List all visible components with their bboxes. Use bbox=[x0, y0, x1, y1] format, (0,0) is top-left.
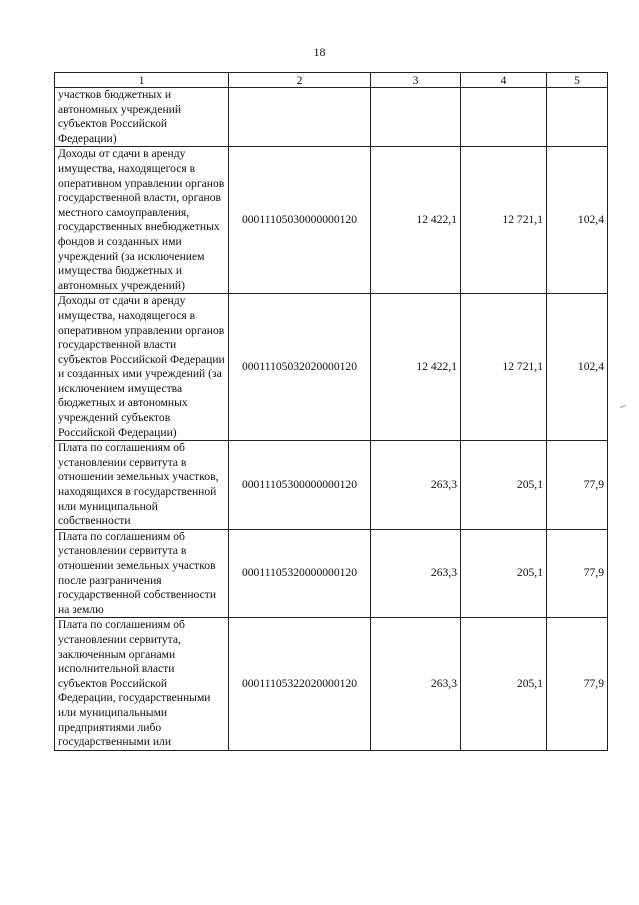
row-col4: 12 721,1 bbox=[461, 147, 547, 294]
row-col4: 205,1 bbox=[461, 618, 547, 750]
row-code: 00011105300000000120 bbox=[229, 441, 371, 530]
row-code: 00011105320000000120 bbox=[229, 529, 371, 618]
column-header-5: 5 bbox=[547, 73, 608, 88]
column-header-2: 2 bbox=[229, 73, 371, 88]
row-col3 bbox=[371, 88, 461, 147]
row-col3: 12 422,1 bbox=[371, 294, 461, 441]
table-row bbox=[55, 294, 608, 441]
column-header-4: 4 bbox=[461, 73, 547, 88]
row-col3: 12 422,1 bbox=[371, 147, 461, 294]
row-code bbox=[229, 88, 371, 147]
row-col4: 205,1 bbox=[461, 441, 547, 530]
row-col3: 263,3 bbox=[371, 618, 461, 750]
table-row bbox=[55, 147, 608, 294]
column-header-3: 3 bbox=[371, 73, 461, 88]
row-code: 00011105032020000120 bbox=[229, 294, 371, 441]
page-number: 18 bbox=[313, 45, 326, 59]
revenue-table bbox=[54, 72, 608, 751]
scan-mark bbox=[620, 405, 626, 408]
row-name: Плата по соглашениям об установлении сервитута в отношении земельных участков, находящихся в государственной или муниципальной собственности bbox=[55, 441, 229, 530]
table-row bbox=[55, 88, 608, 147]
column-header-1: 1 bbox=[55, 73, 229, 88]
row-name: Плата по соглашениям об установлении сервитута, заключенным органами исполнительной власти субъектов Российской Федерации, государственными или муниципальными предприятиями либо государственными или bbox=[55, 618, 229, 750]
table-header-row bbox=[55, 73, 608, 88]
row-col5: 77,9 bbox=[547, 441, 608, 530]
table-row bbox=[55, 441, 608, 530]
row-col4: 12 721,1 bbox=[461, 294, 547, 441]
row-name: Доходы от сдачи в аренду имущества, находящегося в оперативном управлении органов государственной власти субъектов Российской Федерации и созданных ими учреждений (за исключением имущества бюджетных и автономных учреждений субъектов Российской Федерации) bbox=[55, 294, 229, 441]
row-name: Доходы от сдачи в аренду имущества, находящегося в оперативном управлении органов государственной власти, органов местного самоуправления, государственных внебюджетных фондов и созданных ими учреждений (за исключением имущества бюджетных и автономных учреждений) bbox=[55, 147, 229, 294]
row-col5: 102,4 bbox=[547, 294, 608, 441]
row-col4 bbox=[461, 88, 547, 147]
row-col3: 263,3 bbox=[371, 441, 461, 530]
table-row bbox=[55, 529, 608, 618]
row-col4: 205,1 bbox=[461, 529, 547, 618]
row-col5 bbox=[547, 88, 608, 147]
row-col5: 77,9 bbox=[547, 618, 608, 750]
row-col3: 263,3 bbox=[371, 529, 461, 618]
row-code: 00011105030000000120 bbox=[229, 147, 371, 294]
table-row bbox=[55, 618, 608, 750]
row-col5: 77,9 bbox=[547, 529, 608, 618]
row-name: участков бюджетных и автономных учреждений субъектов Российской Федерации) bbox=[55, 88, 229, 147]
row-name: Плата по соглашениям об установлении сервитута в отношении земельных участков после разграничения государственной собственности на землю bbox=[55, 529, 229, 618]
row-code: 00011105322020000120 bbox=[229, 618, 371, 750]
row-col5: 102,4 bbox=[547, 147, 608, 294]
